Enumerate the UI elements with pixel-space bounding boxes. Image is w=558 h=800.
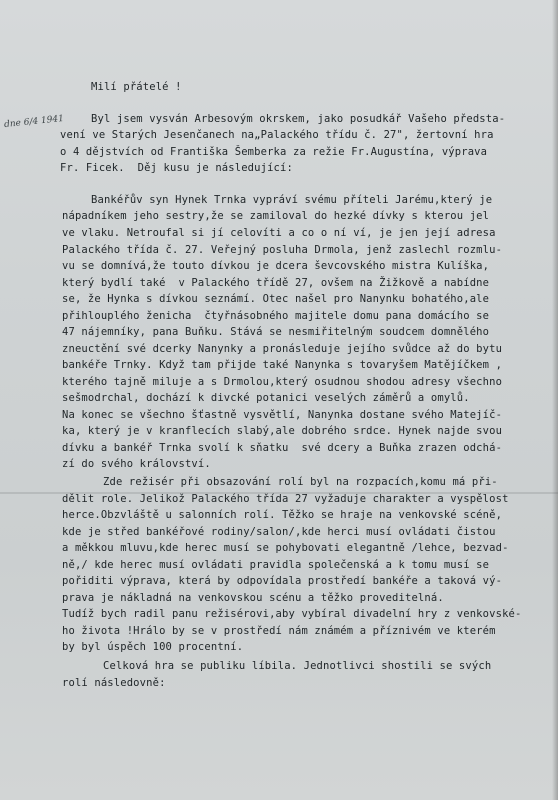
text-line: pořiditi výprava, která by odpovídala prostředí bankéře a taková vý- (62, 575, 503, 587)
text-line: Palackého třída č. 27. Veřejný posluha Drmola, jenž zaslechl rozmlu- (62, 244, 503, 256)
text-line: 47 nájemníky, pana Buňku. Stává se nesmiřitelným soudcem domnělého (62, 326, 490, 338)
text-line: vení ve Starých Jesenčanech na„Palackého třídu č. 27", žertovní hra (60, 129, 494, 141)
text-line: herce.Obzvláště u salonních rolí. Těžko se hraje na venkovské scéně, (62, 509, 503, 521)
text-line: prava je nákladná na venkovskou scénu a těžko proveditelná. (62, 592, 444, 604)
text-line: vu se domnívá,že touto dívkou je dcera ševcovského mistra Kulíška, (62, 260, 490, 272)
text-line: dělit role. Jelikož Palackého třída 27 vyžaduje charakter a vyspělost (62, 493, 509, 505)
text-line: kde je střed bankéřové rodiny/salon/,kde herci musí ovládati čistou (62, 526, 496, 538)
text-line: Zde režisér při obsazování rolí byl na rozpacích,komu má při- (103, 476, 498, 488)
text-line: Celková hra se publiku líbila. Jednotlivci shostili se svých (103, 660, 492, 672)
text-line: přihlouplého ženicha čtyřnásobného majitele domu pana domácího se (62, 310, 490, 322)
text-line: zí do svého království. (62, 458, 211, 470)
text-line: Fr. Ficek. Děj kusu je následující: (60, 162, 293, 174)
text-line: Tudíž bych radil panu režisérovi,aby vybíral divadelní hry z venkovské- (62, 608, 522, 620)
text-line: Na konec se všechno šťastně vysvětlí, Nanynka dostane svého Matejíč- (62, 409, 503, 421)
greeting: Milí přátelé ! (91, 81, 182, 93)
text-line: nápadníkem jeho sestry,že se zamiloval do hezké dívky s kterou jel (62, 210, 490, 222)
text-line: Byl jsem vysván Arbesovým okrskem, jako posudkář Vašeho předsta- (91, 113, 506, 125)
text-line: sešmodrchal, dochází k divcké potanici veselých záměrů a omylů. (62, 392, 470, 404)
text-line: by byl úspěch 100 procentní. (62, 641, 244, 653)
text-line: zneuctění své dcerky Nanynky a pronásleduje jejího svůdce až do bytu (62, 343, 503, 355)
text-line: rolí následovně: (62, 677, 166, 689)
text-line: dívku a bankéř Trnka svolí k sňatku své dcery a Buňka zrazen odchá- (62, 442, 503, 454)
text-line: kterého tajně miluje a s Drmolou,který osudnou shodou adresy všechno (62, 376, 503, 388)
text-line: ho života !Hrálo by se v prostředí nám známém a příznivém ve kterém (62, 625, 496, 637)
text-line: ve vlaku. Netroufal si jí celovíti a co o ní ví, je jen její adresa (62, 227, 496, 239)
text-line: ka, který je v kranflecích slabý,ale dobrého srdce. Hynek najde svou (62, 425, 503, 437)
text-line: o 4 dějstvích od Františka Šemberka za režie Fr.Augustína, výprava (60, 146, 488, 158)
text-line: bankéře Trnky. Když tam přijde také Nanynka s tovaryšem Matějíčkem , (62, 359, 503, 371)
text-line: který bydlí také v Palackého třídě 27, ovšem na Žižkově a nabídne (62, 277, 490, 289)
text-line: se, že Hynka s dívkou seznámí. Otec našel pro Nanynku bohatého,ale (62, 293, 490, 305)
text-line: a měkkou mluvu,kde herec musí se pohybovati elegantně /lehce, bezvad- (62, 542, 509, 554)
handwritten-date-note: dne 6/4 1941 (3, 113, 65, 131)
text-line: ně,/ kde herec musí ovládati pravidla společenská a k tomu musí se (62, 559, 490, 571)
text-line: Bankéřův syn Hynek Trnka vypráví svému příteli Jarému,který je (91, 194, 493, 206)
